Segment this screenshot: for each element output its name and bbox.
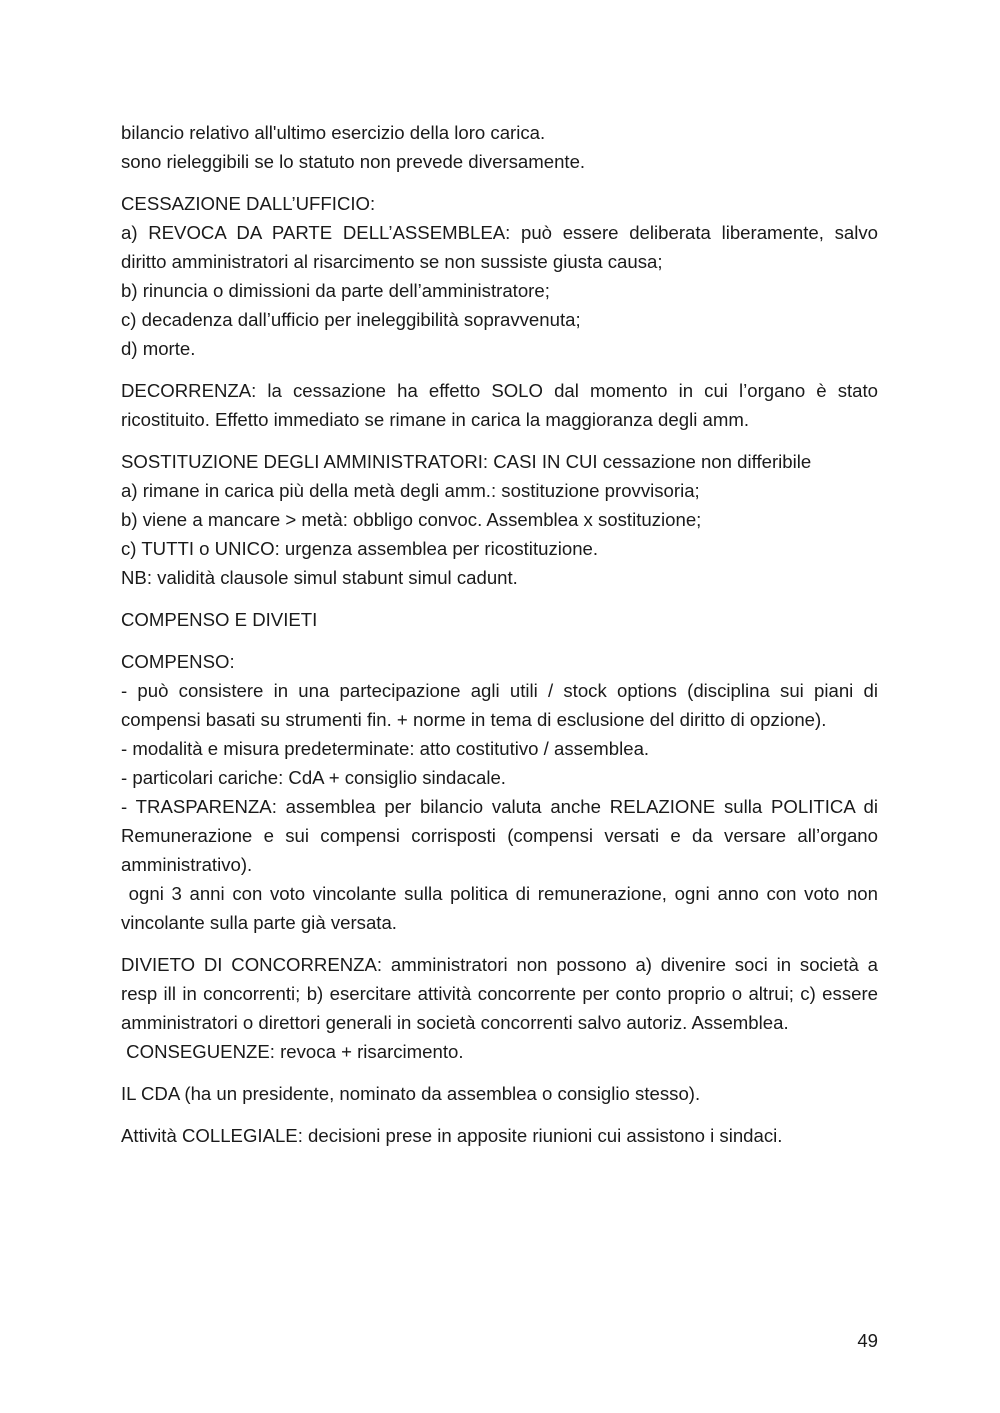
list-item: - modalità e misura predeterminate: atto costitutivo / assemblea. bbox=[121, 738, 650, 759]
list-item: d) morte. bbox=[121, 338, 196, 359]
text-line: ogni 3 anni con voto vincolante sulla politica di remunerazione, ogni anno con voto non vincolante sulla parte già versata. bbox=[121, 883, 884, 933]
list-item: - particolari cariche: CdA + consiglio sindacale. bbox=[121, 767, 506, 788]
text-line: sono rieleggibili se lo statuto non prevede diversamente. bbox=[121, 151, 586, 172]
paragraph-previous-continuation bbox=[121, 118, 878, 176]
list-item: a) REVOCA DA PARTE DELL’ASSEMBLEA: può essere deliberata liberamente, salvo diritto amministratori al risarcimento se non sussiste giusta causa; bbox=[121, 222, 878, 272]
text-line: DECORRENZA: la cessazione ha effetto SOLO dal momento in cui l’organo è stato ricostituito. Effetto immediato se rimane in carica la maggioranza degli amm. bbox=[121, 380, 878, 430]
list-item: b) rinuncia o dimissioni da parte dell’amministratore; bbox=[121, 280, 550, 301]
text-line: Attività COLLEGIALE: decisioni prese in apposite riunioni cui assistono i sindaci. bbox=[121, 1125, 783, 1146]
paragraph-compenso-divieti bbox=[121, 605, 878, 634]
section-heading: COMPENSO E DIVIETI bbox=[121, 609, 318, 630]
paragraph-decorrenza bbox=[121, 376, 878, 434]
text-line: IL CDA (ha un presidente, nominato da assemblea o consiglio stesso). bbox=[121, 1083, 701, 1104]
list-item: c) TUTTI o UNICO: urgenza assemblea per ricostituzione. bbox=[121, 538, 599, 559]
document-body bbox=[121, 118, 884, 1163]
section-heading: COMPENSO: bbox=[121, 651, 235, 672]
paragraph-cda bbox=[121, 1079, 878, 1108]
text-line: CONSEGUENZE: revoca + risarcimento. bbox=[121, 1041, 464, 1062]
paragraph-collegiale bbox=[121, 1121, 878, 1150]
list-item: a) rimane in carica più della metà degli amm.: sostituzione provvisoria; bbox=[121, 480, 700, 501]
list-item: b) viene a mancare > metà: obbligo convoc. Assemblea x sostituzione; bbox=[121, 509, 702, 530]
list-item: - TRASPARENZA: assemblea per bilancio valuta anche RELAZIONE sulla POLITICA di Remunerazione e sui compensi corrisposti (compensi versati e da versare all’organo amministrativo). bbox=[121, 796, 878, 875]
note-line: NB: validità clausole simul stabunt simul cadunt. bbox=[121, 567, 518, 588]
text-line: bilancio relativo all'ultimo esercizio della loro carica. bbox=[121, 122, 546, 143]
list-item: c) decadenza dall’ufficio per ineleggibilità sopravvenuta; bbox=[121, 309, 581, 330]
paragraph-cessazione bbox=[121, 189, 878, 363]
section-heading: SOSTITUZIONE DEGLI AMMINISTRATORI: CASI IN CUI cessazione non differibile bbox=[121, 451, 812, 472]
text-line: DIVIETO DI CONCORRENZA: amministratori non possono a) divenire soci in società a resp ill in concorrenti; b) esercitare attività concorrente per conto proprio o altrui; c) essere amministratori o direttori generali in società concorrenti salvo autoriz. Assemblea. bbox=[121, 954, 878, 1033]
paragraph-compenso bbox=[121, 647, 884, 937]
page-number: 49 bbox=[857, 1330, 878, 1351]
paragraph-sostituzione bbox=[121, 447, 878, 592]
paragraph-divieto-concorrenza bbox=[121, 950, 878, 1066]
section-heading: CESSAZIONE DALL’UFFICIO: bbox=[121, 193, 376, 214]
list-item: - può consistere in una partecipazione agli utili / stock options (disciplina sui piani di compensi basati su strumenti fin. + norme in tema di esclusione del diritto di opzione). bbox=[121, 680, 878, 730]
